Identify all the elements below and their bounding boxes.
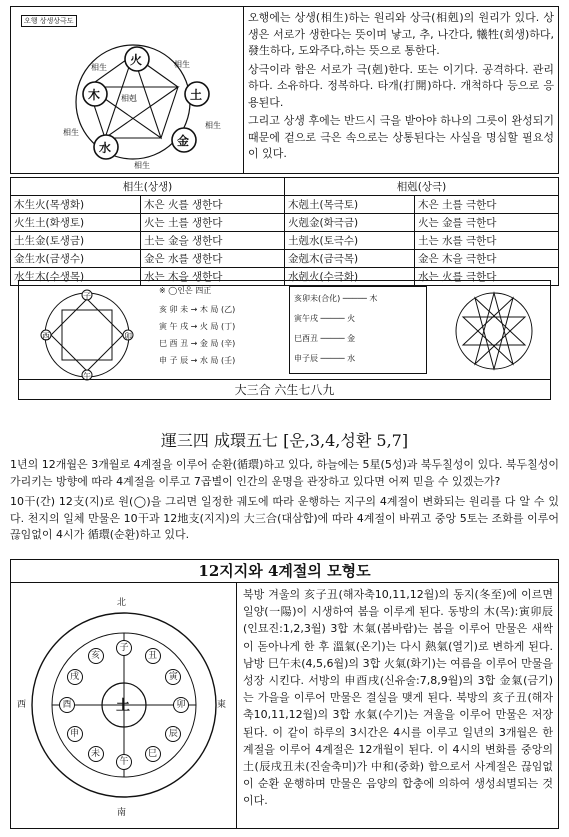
branch-label: 寅 — [165, 669, 181, 685]
cell: 土는 水를 극한다 — [415, 232, 559, 250]
cell: 水剋火(수극화) — [284, 268, 414, 286]
side-label: 相生 — [205, 121, 221, 130]
cell: 木剋土(목극토) — [284, 196, 414, 214]
branch-label: 申 — [67, 726, 83, 742]
star-ring-diagram — [444, 283, 544, 379]
direction-east: 東 — [217, 700, 227, 710]
element-wood: 木 — [88, 88, 101, 102]
cell: 水는 火를 극한다 — [415, 268, 559, 286]
cell: 土生金(토생금) — [11, 232, 141, 250]
row-left: 巳酉丑 — [294, 334, 318, 343]
intro-paragraph: 그리고 상생 후에는 반드시 극을 받아야 하나의 그릇이 완성되기 때문에 겉으로 극은 속으로는 상통된다는 사실을 명심할 필요성이 있다. — [248, 114, 554, 160]
body-text — [10, 457, 559, 544]
row-left: 申子辰 — [294, 354, 318, 363]
direction-north: 北 — [117, 598, 127, 608]
table-row — [11, 196, 559, 214]
table-row — [11, 232, 559, 250]
element-fire: 火 — [130, 53, 143, 67]
cell: 金剋木(금극목) — [284, 250, 414, 268]
row-arrow: → — [190, 339, 198, 348]
direction-south: 南 — [117, 808, 127, 818]
sanhap-row — [159, 301, 235, 318]
table-row — [11, 214, 559, 232]
ring-label: 午 — [83, 372, 91, 381]
row-result: 木 — [369, 294, 378, 303]
row-left: 寅午戌 — [294, 314, 318, 323]
row-left: 亥卯未(合化) — [294, 294, 341, 303]
sanhap-row — [159, 318, 235, 335]
side-label: 相生 — [63, 128, 79, 137]
side-label: 相生 — [134, 161, 150, 170]
cell: 水生木(수생목) — [11, 268, 141, 286]
side-label: 相生 — [91, 63, 107, 72]
intro-paragraph: 상극이라 함은 서로가 극(剋)한다. 또는 이기다. 공격하다. 관리하다. 소유하다. 정복하다. 타개(打開)하다. 개척하다 등으로 응용된다. — [248, 62, 554, 109]
row-arrow: → — [190, 305, 198, 314]
sanhap-row — [159, 352, 235, 369]
row-left: 巳 酉 丑 — [159, 339, 189, 348]
sanhap-row — [159, 335, 235, 352]
ring-label: 酉 — [42, 332, 50, 341]
element-earth: 土 — [190, 88, 203, 102]
body-paragraph: 1년의 12개월은 3개월로 4계절을 이루어 순환(循環)하고 있다, 하늘에는 5星(5성)과 북두칠성이 있다. 북두칠성이 가리키는 방향에 따라 4계절을 이루고 7곱별이 인간의 운명을 관장하고 있다면 어찌 믿을 수 있겠는가? — [10, 458, 559, 488]
five-elements-svg — [11, 7, 243, 173]
branch-label: 巳 — [145, 746, 161, 762]
cell: 木은 土를 극한다 — [415, 196, 559, 214]
element-metal: 金 — [177, 134, 190, 148]
sanhap-list — [159, 301, 235, 369]
sanhap-panel — [18, 280, 551, 400]
row-result: 金 — [347, 334, 356, 343]
sanhap-legend: ※ ◯인은 四正 — [159, 286, 212, 295]
row-left: 亥 卯 未 — [159, 305, 189, 314]
intro-text — [248, 10, 554, 163]
header-sanggeuk: 相剋(상극) — [284, 178, 558, 196]
bottom-section — [10, 559, 559, 829]
merge-row: 亥卯未(合化) ───── 木 — [294, 294, 378, 303]
merge-row: 寅午戌 ───── 火 — [294, 314, 356, 323]
cell: 火剋金(화극금) — [284, 214, 414, 232]
body-paragraph: 10干(간) 12支(지)로 원(◯)을 그리면 일정한 궤도에 따라 운행하는 지구의 4계절이 변화되는 원리를 다 알 수 있다. 천지의 일체 만물은 10干과 12地支(지지)의 大三合(대삼합)에 따라 4계절이 바뀌고 중앙 5토는 조화를 이루어 끊임없이 4시가 循環(순환)하고 있다. — [10, 495, 559, 541]
top-section — [10, 6, 559, 174]
branch-label: 丑 — [145, 648, 161, 664]
cell: 火生土(화생토) — [11, 214, 141, 232]
branch-label: 戌 — [67, 669, 83, 685]
row-result: 金 局 (辛) — [199, 339, 236, 348]
center-label: 相剋 — [121, 94, 137, 103]
cell: 水는 木을 생한다 — [141, 268, 285, 286]
bottom-text: 북방 겨울의 亥子丑(해자축10,11,12월)의 동지(冬至)에 이르면 일양(一陽)이 시생하여 봄을 이루게 된다. 동방의 木(목):寅卯辰(인묘진:1,2,3월) 3합 木氣(봄바람)는 봄을 이루어 만물은 새싹이 돋아나게 한 후 溫氣(온기)는 다시 熱氣(열기)로 변하게 된다. 남방 巳午未(4,5,6월)의 3합 火氣(화기)는 여름을 이루어 만물을 성장 시킨다. 서방의 申酉戌(신유술:7,8,9월)의 3합 金氣(금기)는 가을을 이루어 만물은 결실을 맺게 된다. 북방의 亥子丑(해자축10,11,12월)의 3합 水氣(수기)는 겨울을 이루어 만물은 저장 된다. 이 같이 하루의 3시간은 4시를 이루고 일년의 3개월은 한 계절을 이루어 4계절은 12개월이 된다. 이 4시의 변화를 중앙의 土(辰戌丑未(진술축미)가 中和(중화) 함으로서 사계절은 끊임없이 순환 운행하며 만물은 음양의 합충에 의하여 생성쇠멸되는 것이다. — [243, 588, 553, 808]
diagram-caption: 오행 상생상극도 — [21, 15, 77, 27]
merge-box — [289, 286, 427, 374]
row-left: 申 子 辰 — [159, 356, 189, 365]
row-result: 火 — [347, 314, 356, 323]
relations-table-box — [10, 177, 559, 283]
cell: 火는 土를 생한다 — [141, 214, 285, 232]
merge-row: 巳酉丑 ───── 金 — [294, 334, 356, 343]
cell: 木生火(목생화) — [11, 196, 141, 214]
branch-label: 亥 — [88, 648, 104, 664]
element-water: 水 — [99, 141, 112, 155]
cell: 金은 木을 극한다 — [415, 250, 559, 268]
row-result: 水 局 (壬) — [199, 356, 236, 365]
branch-label: 卯 — [173, 697, 189, 713]
header-sangsaeng: 相生(상생) — [11, 178, 285, 196]
five-elements-diagram — [11, 7, 244, 173]
row-result: 水 — [347, 354, 356, 363]
branch-label: 午 — [116, 754, 132, 770]
merge-row: 申子辰 ───── 水 — [294, 354, 356, 363]
ring-label: 子 — [83, 292, 91, 301]
panel-caption: 大三合 六生七八九 — [19, 379, 550, 400]
cell: 金은 水를 생한다 — [141, 250, 285, 268]
side-label: 相生 — [174, 60, 190, 69]
section-heading: 運三四 成環五七 [운,3,4,성환 5,7] — [160, 431, 409, 450]
branch-label: 子 — [116, 640, 132, 656]
row-result: 火 局 (丁) — [199, 322, 236, 331]
cell: 土는 金을 생한다 — [141, 232, 285, 250]
intro-paragraph: 오행에는 상생(相生)하는 원리와 상극(相剋)의 원리가 있다. 상생은 서로가 생한다는 뜻이며 낳고, 추, 나간다, 犧牲(희생)하다, 發生하다, 도와주다,하는 뜻으로 통한다. — [248, 11, 554, 57]
relations-table — [10, 177, 559, 286]
row-arrow: → — [190, 356, 198, 365]
row-result: 木 局 (乙) — [199, 305, 236, 314]
row-arrow: → — [190, 322, 198, 331]
cell: 木은 火를 생한다 — [141, 196, 285, 214]
center-earth: 土 — [116, 698, 130, 714]
bottom-title: 12지지와 4계절의 모형도 — [11, 560, 558, 583]
direction-west: 西 — [17, 700, 27, 710]
branch-label: 辰 — [165, 726, 181, 742]
branch-label: 酉 — [59, 697, 75, 713]
cell: 火는 金를 극한다 — [415, 214, 559, 232]
row-left: 寅 午 戌 — [159, 322, 189, 331]
branch-label: 未 — [88, 746, 104, 762]
ring-label: 卯 — [124, 332, 132, 341]
cell: 土剋水(토극수) — [284, 232, 414, 250]
cell: 金生水(금생수) — [11, 250, 141, 268]
seasons-diagram — [11, 583, 237, 828]
table-row — [11, 250, 559, 268]
